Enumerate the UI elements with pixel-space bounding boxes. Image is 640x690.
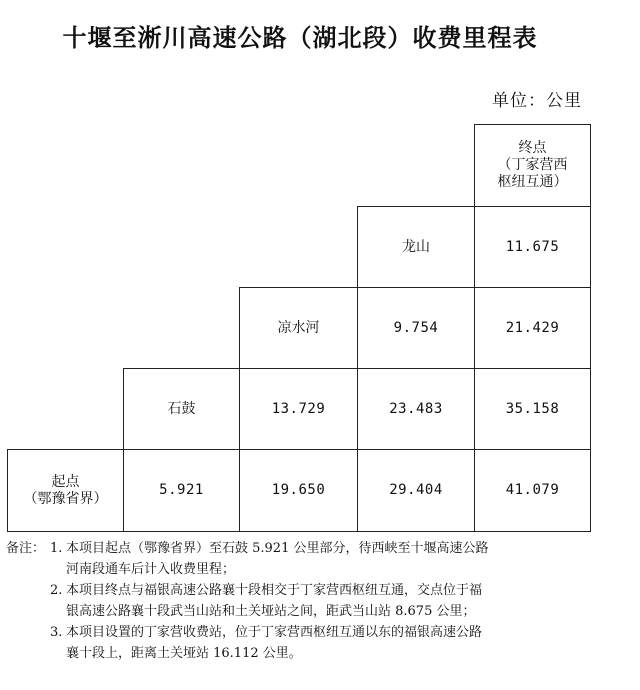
page-title: 十堰至淅川高速公路（湖北段）收费里程表 <box>62 24 538 52</box>
notes-label: 备注： <box>6 541 46 556</box>
station-endpoint-line1: 终点 <box>518 140 547 156</box>
note-text: 银高速公路襄十段武当山站和土关垭站之间，距武当山站 8.675 公里； <box>66 604 476 619</box>
note-item <box>6 622 606 643</box>
station-endpoint-line3: 枢纽互通） <box>497 174 568 190</box>
distance-shigu-end: 35.158 <box>474 368 591 450</box>
note-text: 本项目终点与福银高速公路襄十段相交于丁家营西枢纽互通，交点位于福 <box>66 583 483 598</box>
note-number: 2. <box>50 583 63 598</box>
distance-liangshuihe-end: 21.429 <box>474 287 591 369</box>
note-item-continued <box>6 643 606 664</box>
note-text: 襄十段上，距离土关垭站 16.112 公里。 <box>66 646 302 661</box>
distance-longshan-end: 11.675 <box>474 206 591 288</box>
station-endpoint <box>474 124 591 207</box>
station-startpoint-line2: （鄂豫省界） <box>23 490 108 507</box>
note-item <box>6 580 606 601</box>
station-endpoint-line2: （丁家营西 <box>497 157 568 173</box>
station-liangshuihe <box>239 287 358 369</box>
note-number: 3. <box>50 625 63 640</box>
unit-label: 单位：公里 <box>492 91 582 111</box>
note-item <box>6 538 606 559</box>
distance-liangshuihe-longshan: 9.754 <box>357 287 475 369</box>
note-item-continued <box>6 601 606 622</box>
station-shigu-label: 石鼓 <box>167 400 196 417</box>
distance-start-shigu: 5.921 <box>123 449 240 532</box>
distance-start-liangshuihe: 19.650 <box>239 449 358 532</box>
note-text: 本项目起点（鄂豫省界）至石鼓 5.921 公里部分，待西峡至十堰高速公路 <box>66 541 489 556</box>
distance-start-end: 41.079 <box>474 449 591 532</box>
station-longshan <box>357 206 475 288</box>
note-item-continued <box>6 559 606 580</box>
distance-start-longshan: 29.404 <box>357 449 475 532</box>
distance-shigu-liangshuihe: 13.729 <box>239 368 358 450</box>
station-longshan-label: 龙山 <box>402 238 430 255</box>
distance-shigu-longshan: 23.483 <box>357 368 475 450</box>
note-text: 本项目设置的丁家营收费站，位于丁家营西枢纽互通以东的福银高速公路 <box>66 625 483 640</box>
station-shigu <box>123 368 240 450</box>
note-number: 1. <box>50 541 63 556</box>
station-startpoint-line1: 起点 <box>51 473 80 490</box>
notes-section <box>6 538 606 664</box>
note-text: 河南段通车后计入收费里程； <box>66 562 236 577</box>
station-liangshuihe-label: 凉水河 <box>277 319 320 336</box>
station-startpoint <box>7 449 124 532</box>
